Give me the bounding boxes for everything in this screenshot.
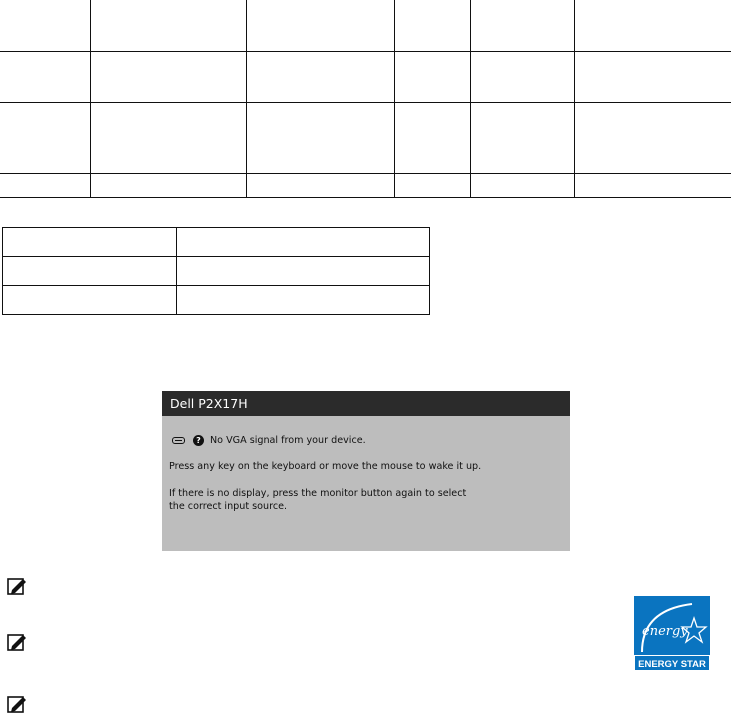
table-row [3,257,430,286]
vga-connector-icon [172,437,185,444]
osd-message-box [162,391,570,551]
table-row [0,0,731,51]
note-pencil-icon [6,575,28,597]
osd-message-line-4: the correct input source. [169,501,288,512]
note-pencil-icon [6,631,28,653]
energy-star-label: ENERGY STAR [638,659,706,670]
osd-message-line-1: No VGA signal from your device. [210,435,366,446]
energy-star-script: energy [642,624,688,639]
osd-message-line-3: If there is no display, press the monitor button again to select [169,488,467,499]
table-row [0,51,731,102]
note-pencil-icon [6,693,28,715]
osd-title: Dell P2X17H [162,391,570,416]
question-mark-icon: ? [193,435,204,446]
table-row [0,102,731,173]
energy-star-logo [634,596,710,671]
table-row [0,173,731,197]
power-table [2,227,430,315]
osd-icon-row [172,435,212,447]
osd-message-line-2: Press any key on the keyboard or move the mouse to wake it up. [169,461,482,472]
table-row [3,286,430,315]
table-row [3,228,430,257]
specification-table-top [0,0,731,198]
